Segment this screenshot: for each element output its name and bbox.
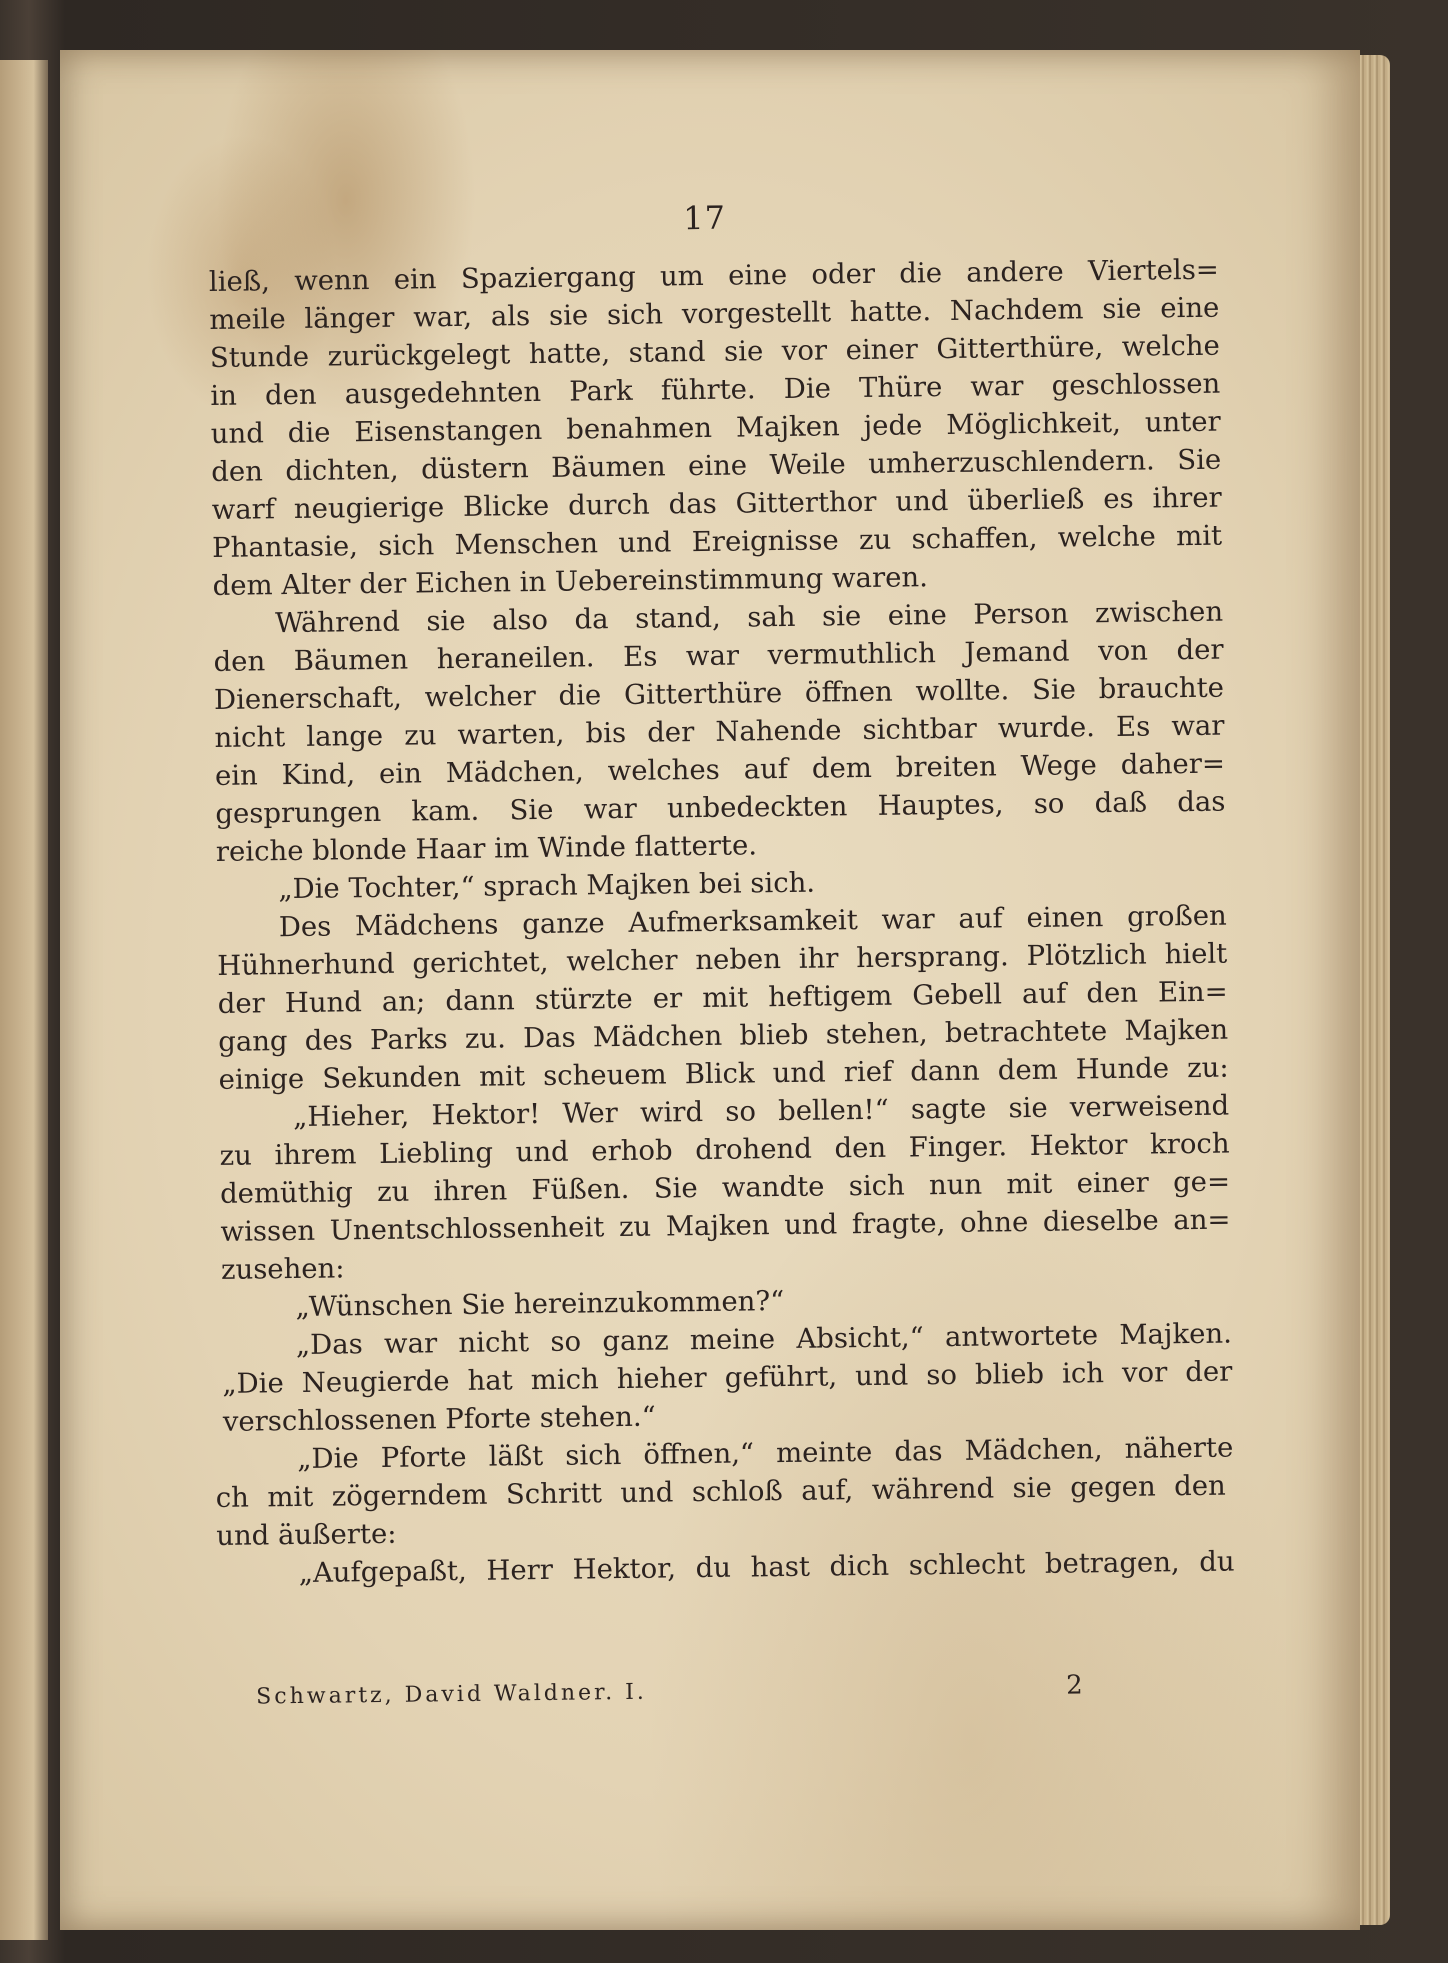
- text-line: dem Alter der Eichen in Uebereinstimmung waren.: [212, 561, 929, 602]
- text-line: zusehen:: [220, 1252, 345, 1286]
- book-page: [60, 50, 1360, 1930]
- sheet-number: 2: [1065, 1670, 1083, 1701]
- text-line: ch mit zögerndem Schritt und schloß auf, während sie gegen den: [215, 1469, 1226, 1514]
- text-line: meile länger war, als sie sich vorgestellt hatte. Nachdem sie eine: [209, 291, 1220, 336]
- text-line: den Bäumen heraneilen. Es war vermuthlich Jemand von der: [213, 633, 1224, 678]
- text-line: und die Eisenstangen benahmen Majken jede Möglichkeit, unter: [210, 405, 1221, 450]
- text-line: und äußerte:: [216, 1517, 397, 1552]
- text-line: Des Mädchens ganze Aufmerksamkeit war auf einen großen: [278, 899, 1227, 944]
- text-line: den dichten, düstern Bäumen eine Weile umherzuschlendern. Sie: [211, 443, 1222, 488]
- text-line: Phantasie, sich Menschen und Ereignisse zu schaffen, welche mit: [211, 519, 1223, 564]
- text-line: Stunde zurückgelegt hatte, stand sie vor einer Gitterthüre, welche: [209, 329, 1220, 374]
- text-line: warf neugierige Blicke durch das Gitterthor und überließ es ihrer: [211, 481, 1222, 526]
- text-line: gesprungen kam. Sie war unbedeckten Hauptes, so daß das: [215, 785, 1226, 830]
- text-block: [208, 193, 1235, 1710]
- text-line: wissen Unentschlossenheit zu Majken und fragte, ohne dieselbe an=: [220, 1203, 1231, 1248]
- text-line: reiche blonde Haar im Winde flatterte.: [215, 829, 758, 868]
- text-line: „Die Tochter,“ sprach Majken bei sich.: [278, 866, 816, 906]
- page-number: 17: [682, 198, 727, 238]
- text-line: „Die Neugierde hat mich hieher geführt, und so blieb ich vor der: [222, 1355, 1233, 1400]
- text-line: Dienerschaft, welcher die Gitterthüre öffnen wollte. Sie brauchte: [213, 671, 1225, 716]
- text-line: „Hieher, Hektor! Wer wird so bellen!“ sagte sie verweisend: [292, 1089, 1230, 1134]
- text-line: demüthig zu ihren Füßen. Sie wandte sich nun mit einer ge=: [219, 1165, 1231, 1210]
- left-page-edge: [0, 60, 48, 1940]
- text-line: nicht lange zu warten, bis der Nahende sichtbar wurde. Es war: [214, 709, 1225, 754]
- footer-signature: Schwartz, David Waldner. I.: [256, 1679, 647, 1710]
- text-line: Hühnerhund gerichtet, welcher neben ihr hersprang. Plötzlich hielt: [217, 937, 1228, 982]
- text-line: zu ihrem Liebling und erhob drohend den Finger. Hektor kroch: [219, 1127, 1230, 1172]
- text-line: „Wünschen Sie hereinzukommen?“: [295, 1285, 785, 1324]
- text-line: verschlossenen Pforte stehen.“: [222, 1400, 656, 1438]
- text-line: „Die Pforte läßt sich öffnen,“ meinte das Mädchen, näherte: [297, 1431, 1234, 1476]
- text-line: ein Kind, ein Mädchen, welches auf dem breiten Wege daher=: [214, 747, 1226, 792]
- text-line: gang des Parks zu. Das Mädchen blieb stehen, betrachtete Majken: [218, 1013, 1229, 1058]
- text-line: in den ausgedehnten Park führte. Die Thüre war geschlossen: [210, 367, 1221, 412]
- text-line: „Aufgepaßt, Herr Hektor, du hast dich schlecht betragen, du: [298, 1545, 1235, 1589]
- text-line: Während sie also da stand, sah sie eine Person zwischen: [274, 595, 1224, 640]
- text-line: „Das war nicht so ganz meine Absicht,“ antwortete Majken.: [295, 1317, 1233, 1362]
- text-line: einige Sekunden mit scheuem Blick und rief dann dem Hunde zu:: [218, 1051, 1229, 1096]
- text-line: der Hund an; dann stürzte er mit heftigem Gebell auf den Ein=: [217, 975, 1228, 1020]
- text-line: ließ, wenn ein Spaziergang um eine oder die andere Viertels=: [208, 253, 1220, 298]
